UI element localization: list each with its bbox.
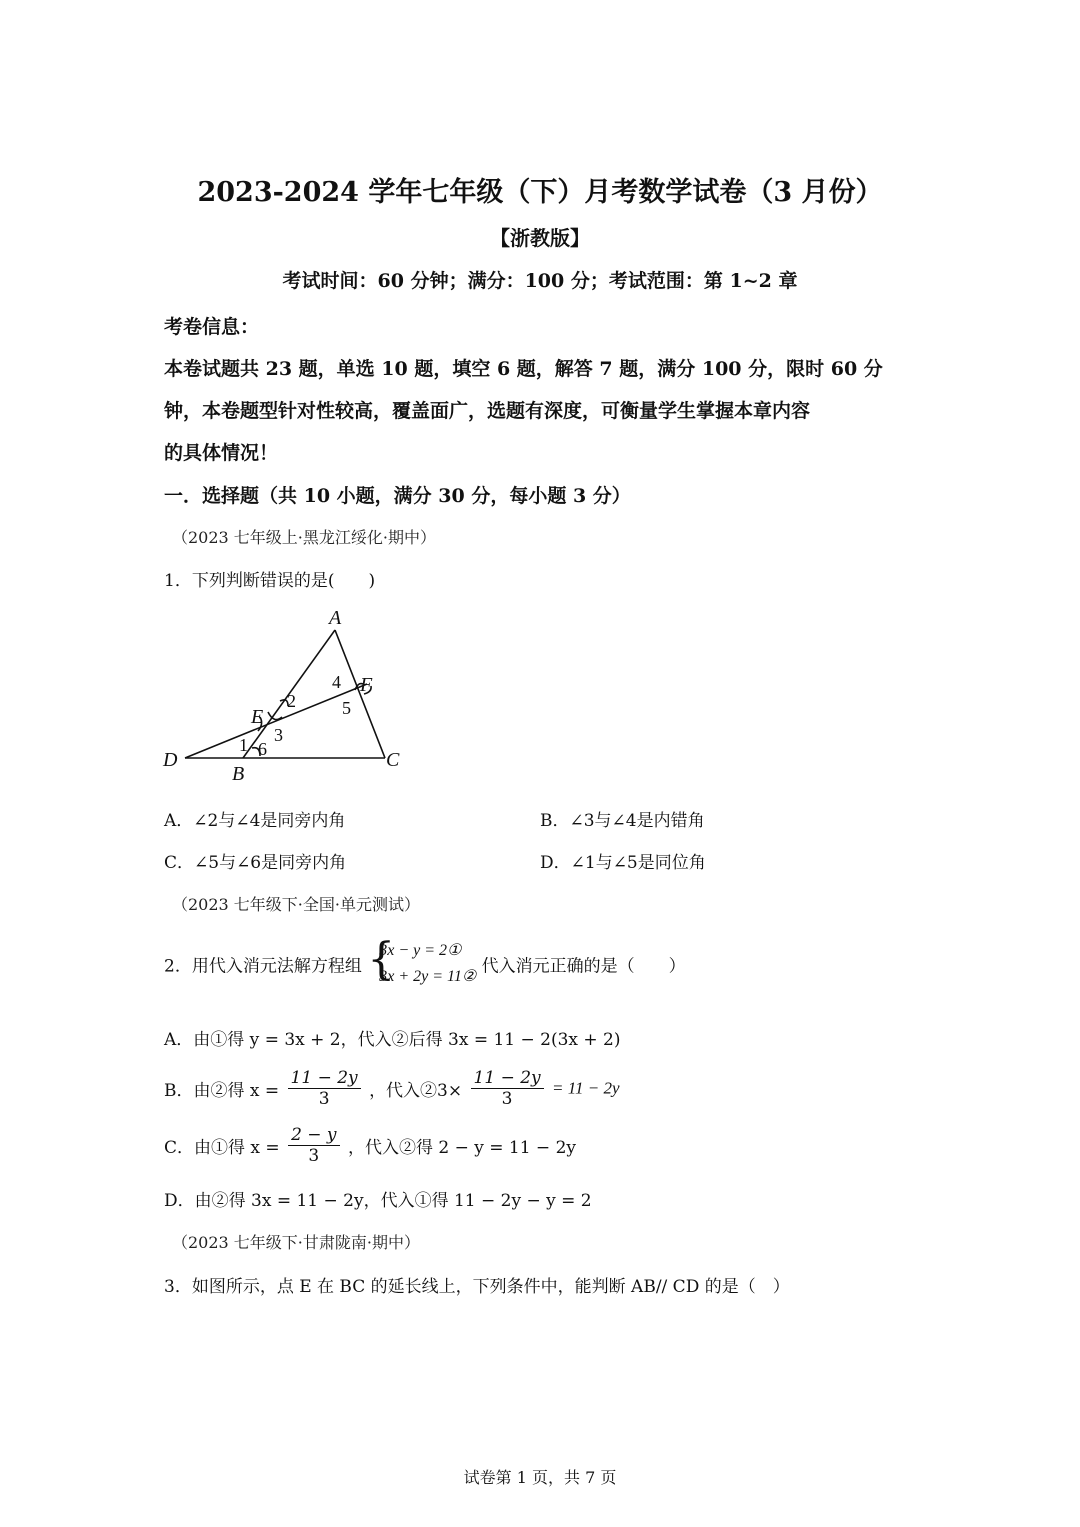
label-angle-4: 4	[332, 672, 341, 692]
info-line-1: 本卷试题共 23 题，单选 10 题，填空 6 题，解答 7 题，满分 100 分，限时 60 分	[164, 358, 883, 380]
label-F: F	[360, 674, 373, 696]
q2-option-c[interactable]	[164, 1125, 576, 1166]
label-D: D	[163, 749, 178, 771]
edition-label: 【浙教版】	[490, 226, 590, 250]
fraction-denominator: 3	[308, 1146, 320, 1166]
q2-option-b[interactable]	[164, 1068, 620, 1109]
fraction	[471, 1068, 544, 1109]
label-E: E	[251, 706, 264, 728]
q1-option-b[interactable]: B．∠3与∠4是内错角	[540, 811, 705, 831]
q1-option-a[interactable]: A．∠2与∠4是同旁内角	[164, 811, 346, 831]
q2-stem-prefix: 2．用代入消元法解方程组	[164, 956, 362, 977]
equation-1: 3x − y = 2①	[379, 942, 462, 959]
q2-source: （2023 七年级下·全国·单元测试）	[172, 895, 420, 914]
q1-stem: 1．下列判断错误的是( )	[164, 571, 376, 591]
q2-option-b-prefix: B．由②得 x =	[164, 1081, 280, 1101]
fraction-numerator: 2 − y	[288, 1125, 339, 1146]
q2-option-b-suffix: = 11 − 2y	[552, 1078, 620, 1098]
q2-option-b-mid: ，代入②3×	[369, 1081, 463, 1101]
q1-option-c[interactable]: C．∠5与∠6是同旁内角	[164, 853, 347, 873]
info-line-3: 的具体情况！	[164, 442, 279, 464]
label-angle-3: 3	[274, 725, 283, 745]
q1-option-d[interactable]: D．∠1与∠5是同位角	[540, 853, 706, 873]
section-heading: 一．选择题（共 10 小题，满分 30 分，每小题 3 分）	[164, 485, 631, 507]
info-label: 考卷信息：	[164, 316, 260, 338]
label-C: C	[386, 749, 400, 771]
fraction-numerator: 11 − 2y	[288, 1068, 361, 1089]
exam-title: 2023-2024 学年七年级（下）月考数学试卷（3 月份）	[197, 177, 883, 208]
fraction	[288, 1068, 361, 1109]
q3-source: （2023 七年级下·甘肃陇南·期中）	[172, 1233, 420, 1252]
q1-source: （2023 七年级上·黑龙江绥化·期中）	[172, 528, 436, 547]
label-angle-6: 6	[258, 739, 267, 759]
q2-option-c-prefix: C．由①得 x =	[164, 1138, 280, 1158]
q2-option-a[interactable]: A．由①得 y = 3x + 2，代入②后得 3x = 11 − 2(3x + 2)	[164, 1030, 621, 1050]
q3-stem: 3．如图所示，点 E 在 BC 的延长线上，下列条件中，能判断 AB// CD 的是（ ）	[164, 1277, 790, 1297]
info-line-2: 钟，本卷题型针对性较高，覆盖面广，选题有深度，可衡量学生掌握本章内容	[164, 400, 811, 422]
label-B: B	[232, 763, 245, 785]
label-angle-1: 1	[239, 735, 248, 755]
q2-stem-suffix: 代入消元正确的是（ ）	[481, 956, 686, 977]
q2-stem	[164, 934, 686, 990]
fraction-numerator: 11 − 2y	[471, 1068, 544, 1089]
fraction	[288, 1125, 339, 1166]
label-angle-2: 2	[287, 691, 296, 711]
line-DF	[185, 684, 367, 758]
equation-system	[367, 934, 477, 990]
exam-info-line: 考试时间：60 分钟；满分：100 分；考试范围：第 1~2 章	[282, 270, 798, 292]
q2-option-c-suffix: ，代入②得 2 − y = 11 − 2y	[347, 1138, 576, 1158]
brace-icon: {	[367, 934, 396, 985]
fraction-denominator: 3	[318, 1089, 330, 1109]
q2-option-d[interactable]: D．由②得 3x = 11 − 2y，代入①得 11 − 2y − y = 2	[164, 1191, 592, 1211]
fraction-denominator: 3	[501, 1089, 513, 1109]
label-angle-5: 5	[342, 698, 351, 718]
q1-figure	[150, 600, 430, 790]
label-A: A	[329, 607, 342, 629]
page-footer: 试卷第 1 页，共 7 页	[463, 1468, 617, 1487]
equation-2: 3x + 2y = 11②	[379, 968, 477, 985]
